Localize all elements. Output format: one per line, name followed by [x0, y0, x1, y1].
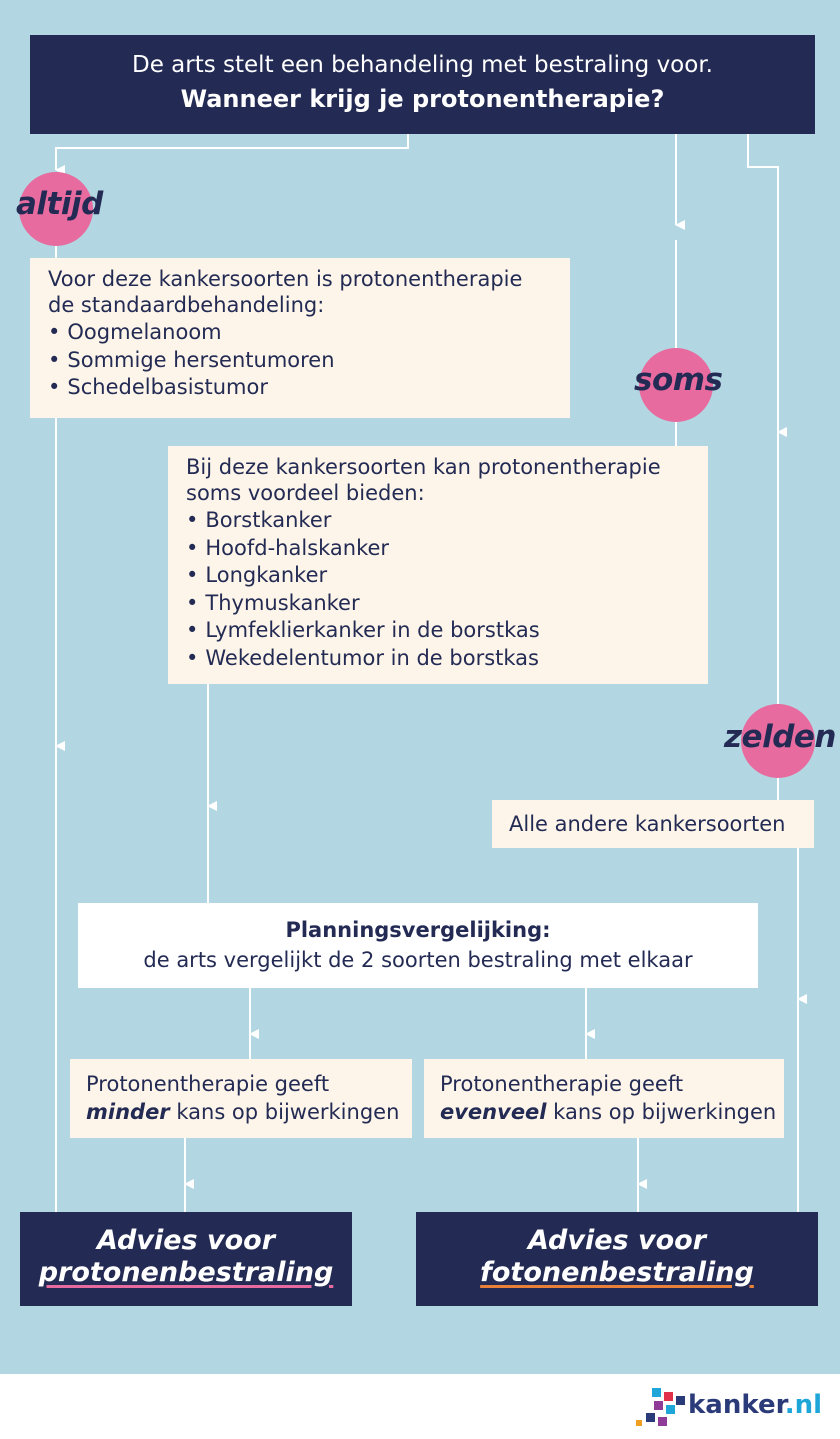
list-item: • Schedelbasistumor	[48, 374, 552, 402]
outcome-evenveel-line2	[440, 1098, 784, 1126]
soms-list	[186, 507, 690, 672]
list-item: • Sommige hersentumoren	[48, 347, 552, 375]
list-item: • Lymfeklierkanker in de borstkas	[186, 617, 690, 645]
brand-tld: .nl	[784, 1390, 822, 1420]
arrow-header-altijd	[56, 134, 408, 170]
outcome-minder-line1: Protonentherapie geeft	[86, 1072, 330, 1096]
list-item: • Oogmelanoom	[48, 319, 552, 347]
outcome-evenveel-emph: evenveel	[440, 1100, 547, 1124]
list-item: • Wekedelentumor in de borstkas	[186, 645, 690, 673]
altijd-intro: Voor deze kankersoorten is protonentherapie de standaardbehandeling:	[48, 267, 523, 317]
zelden-label: zelden	[724, 719, 836, 755]
planning-box	[78, 903, 758, 988]
question-header	[30, 35, 815, 134]
header-line: De arts stelt een behandeling met bestraling voor.	[132, 52, 713, 78]
brand-name: kanker	[688, 1390, 785, 1420]
advies-proton-term: protonenbestraling	[38, 1257, 334, 1288]
soms-box	[168, 446, 708, 684]
brand-logo[interactable]	[688, 1390, 822, 1420]
advies-proton-line2	[20, 1257, 352, 1289]
soms-label: soms	[634, 362, 723, 398]
kanker-logo-icon	[634, 1386, 690, 1432]
altijd-list	[48, 319, 552, 402]
outcome-evenveel-rest: kans op bijwerkingen	[546, 1100, 777, 1124]
zelden-box	[492, 800, 814, 848]
outcome-minder-line2	[86, 1098, 412, 1126]
outcome-minder-box	[70, 1059, 412, 1138]
advies-foton-line2	[416, 1257, 818, 1289]
altijd-box	[30, 258, 570, 418]
soms-intro: Bij deze kankersoorten kan protonentherapie soms voordeel bieden:	[186, 455, 661, 505]
list-item: • Hoofd-halskanker	[186, 535, 690, 563]
header-question: Wanneer krijg je protonentherapie?	[180, 85, 665, 113]
zelden-text: Alle andere kankersoorten	[509, 812, 786, 836]
list-item: • Longkanker	[186, 562, 690, 590]
advies-foton-term: fotonenbestraling	[480, 1257, 754, 1288]
altijd-label: altijd	[16, 186, 103, 222]
planning-title: Planningsvergelijking:	[285, 918, 551, 942]
advies-proton-box	[20, 1212, 352, 1306]
outcome-minder-emph: minder	[86, 1100, 170, 1124]
arrow-header-zelden	[748, 134, 778, 432]
advies-foton-line1: Advies voor	[527, 1225, 707, 1256]
advies-foton-box	[416, 1212, 818, 1306]
list-item: • Borstkanker	[186, 507, 690, 535]
outcome-minder-rest: kans op bijwerkingen	[169, 1100, 400, 1124]
outcome-evenveel-box	[424, 1059, 784, 1138]
advies-proton-line1: Advies voor	[96, 1225, 276, 1256]
list-item: • Thymuskanker	[186, 590, 690, 618]
outcome-evenveel-line1: Protonentherapie geeft	[440, 1072, 684, 1096]
footer	[0, 1374, 840, 1439]
planning-text: de arts vergelijkt de 2 soorten bestraling met elkaar	[143, 948, 693, 972]
